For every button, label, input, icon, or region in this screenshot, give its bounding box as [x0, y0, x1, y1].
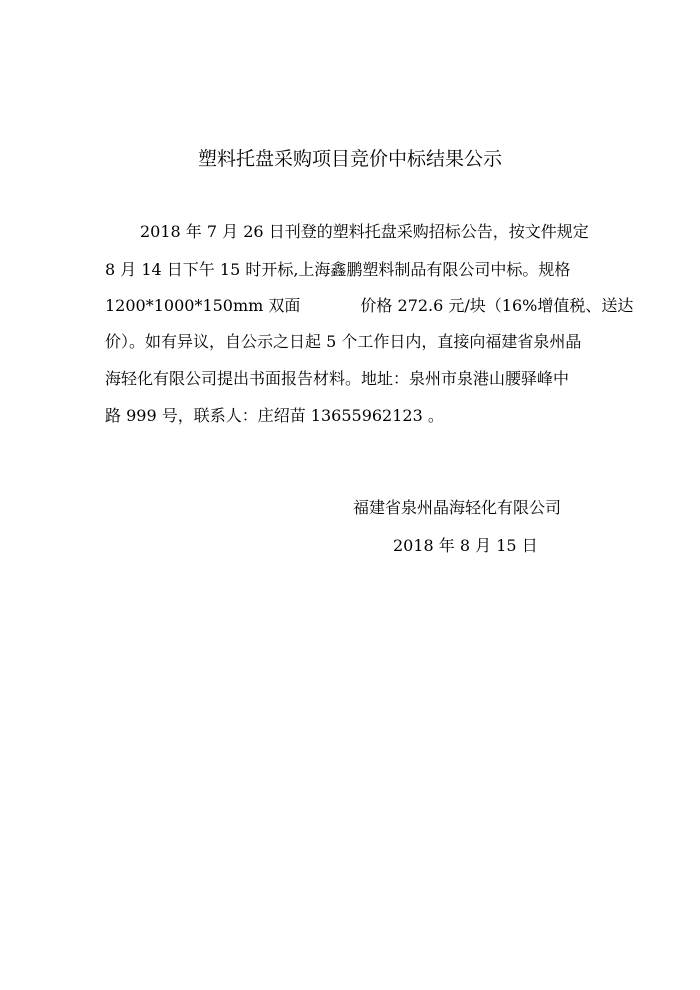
body-line-5: 海轻化有限公司提出书面报告材料。地址：泉州市泉港山腰驿峰中 — [105, 369, 570, 388]
body-line-6: 路 999 号，联系人：庄绍苗 13655962123 。 — [105, 406, 444, 425]
body-line-2: 8 月 14 日下午 15 时开标,上海鑫鹏塑料制品有限公司中标。规格 — [105, 260, 571, 279]
price-text: 价格 272.6 元/块（16%增值税、送达 — [360, 296, 634, 315]
document-title: 塑料托盘采购项目竞价中标结果公示 — [197, 148, 502, 170]
spec-text: 1200*1000*150mm 双面 — [105, 296, 301, 315]
body-line-3 — [105, 294, 634, 318]
body-line-4: 价）。如有异议，自公示之日起 5 个工作日内，直接向福建省泉州晶 — [105, 332, 582, 351]
signature-date: 2018 年 8 月 15 日 — [393, 536, 538, 555]
signature-company: 福建省泉州晶海轻化有限公司 — [353, 498, 562, 517]
body-line-1: 2018 年 7 月 26 日刊登的塑料托盘采购招标公告，按文件规定 — [140, 222, 589, 241]
